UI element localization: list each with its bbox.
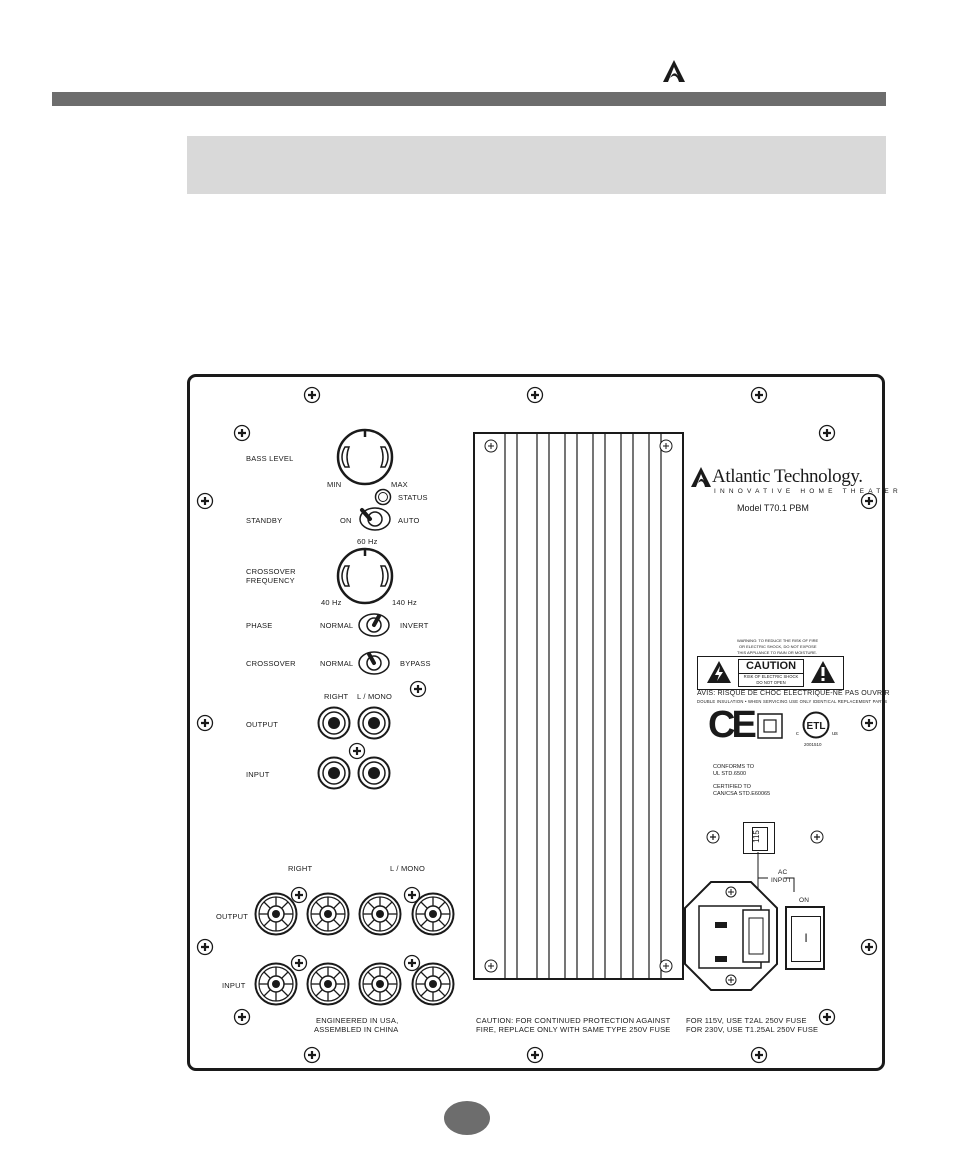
fuse-rating-2: FOR 230V, USE T1.25AL 250V FUSE	[686, 1025, 819, 1034]
screw-icon	[860, 714, 878, 732]
exclamation-warning-icon	[810, 660, 836, 684]
certified-line-1: CERTIFIED TO	[713, 784, 751, 790]
speaker-output-lmono-post-1[interactable]	[358, 892, 402, 936]
header-bar	[52, 92, 886, 106]
warning-line-1: WARNING: TO REDUCE THE RISK OF FIRE	[737, 638, 819, 643]
rca-output-lmono-jack[interactable]	[357, 706, 391, 740]
screw-icon	[196, 714, 214, 732]
atlantic-logo-icon	[690, 466, 712, 488]
brand-name: Atlantic Technology.	[712, 466, 863, 487]
double-insulation-text: DOUBLE INSULATION • WHEN SERVICING USE ONLY IDENTICAL REPLACEMENT PARTS	[697, 699, 888, 704]
screw-icon	[810, 830, 824, 844]
standby-label: STANDBY	[246, 516, 283, 525]
double-insulation-icon	[757, 713, 783, 739]
phase-label: PHASE	[246, 621, 273, 630]
standby-on-label: ON	[340, 516, 352, 525]
line-right-label: RIGHT	[324, 692, 349, 701]
on-label: ON	[799, 897, 810, 904]
voltage-selector-switch[interactable]	[743, 822, 775, 854]
screw-icon	[526, 1046, 544, 1064]
screw-icon	[303, 386, 321, 404]
screw-icon	[526, 386, 544, 404]
conforms-line-1: CONFORMS TO	[713, 764, 755, 770]
page-number-badge	[444, 1101, 490, 1135]
caution-sub-1: RISK OF ELECTRIC SHOCK	[743, 674, 799, 679]
fuse-caution-1: CAUTION: FOR CONTINUED PROTECTION AGAINST	[476, 1016, 671, 1025]
speaker-input-lmono-post-2[interactable]	[411, 962, 455, 1006]
fuse-caution-2: FIRE, REPLACE ONLY WITH SAME TYPE 250V FUSE	[476, 1025, 671, 1034]
bass-level-knob[interactable]	[335, 427, 395, 487]
crossover-label: CROSSOVER	[246, 659, 296, 668]
switch-mark: I	[804, 931, 808, 945]
ac-label-1: AC	[778, 869, 788, 876]
crossover-toggle-switch[interactable]	[357, 650, 391, 676]
speaker-right-label: RIGHT	[288, 864, 313, 873]
screw-icon	[409, 680, 427, 698]
screw-icon	[750, 386, 768, 404]
screw-icon	[196, 938, 214, 956]
caution-label	[697, 656, 844, 690]
freq-140-label: 140 Hz	[392, 598, 417, 607]
speaker-output-right-post-2[interactable]	[306, 892, 350, 936]
crossover-frequency-knob[interactable]	[335, 546, 395, 606]
rca-output-right-jack[interactable]	[317, 706, 351, 740]
speaker-input-right-post-2[interactable]	[306, 962, 350, 1006]
screw-icon	[818, 424, 836, 442]
speaker-input-lmono-post-1[interactable]	[358, 962, 402, 1006]
phase-invert-label: INVERT	[400, 621, 429, 630]
power-rocker-switch[interactable]	[785, 906, 825, 970]
model-label: Model T70.1 PBM	[737, 503, 809, 513]
certified-line-2: CAN/CSA STD.E60065	[713, 791, 771, 797]
screw-icon	[860, 938, 878, 956]
screw-icon	[233, 1008, 251, 1026]
rca-input-right-jack[interactable]	[317, 756, 351, 790]
avis-text: AVIS: RISQUE DE CHOC ELECTRIQUE-NE PAS OUVRIR	[697, 690, 890, 697]
phase-toggle-switch[interactable]	[357, 612, 391, 638]
svg-text:ETL: ETL	[806, 721, 826, 732]
freq-60-label: 60 Hz	[357, 537, 378, 546]
brand-logo-icon	[660, 58, 688, 84]
caution-inner	[738, 659, 804, 687]
heatsink	[473, 432, 684, 980]
voltage-value: 115	[751, 830, 761, 843]
conforms-line-2: UL STD.6500	[713, 771, 747, 777]
bass-level-label: BASS LEVEL	[246, 454, 294, 463]
freq-40-label: 40 Hz	[321, 598, 342, 607]
iec-power-inlet[interactable]	[683, 880, 779, 992]
engineered-label-2: ASSEMBLED IN CHINA	[314, 1025, 399, 1034]
crossover-frequency-label-1: CROSSOVER	[246, 567, 296, 576]
phase-normal-label: NORMAL	[320, 621, 354, 630]
line-output-label: OUTPUT	[246, 720, 279, 729]
caution-sub-2: DO NOT OPEN	[756, 680, 786, 685]
crossover-normal-label: NORMAL	[320, 659, 354, 668]
screw-icon	[750, 1046, 768, 1064]
warning-line-3: THIS APPLIANCE TO RAIN OR MOISTURE.	[737, 650, 818, 655]
screw-icon	[818, 1008, 836, 1026]
screw-icon	[303, 1046, 321, 1064]
screw-icon	[706, 830, 720, 844]
bass-min-label: MIN	[327, 480, 342, 489]
speaker-output-lmono-post-2[interactable]	[411, 892, 455, 936]
brand-tagline: INNOVATIVE HOME THEATER	[714, 488, 902, 495]
status-label: STATUS	[398, 493, 428, 502]
standby-auto-label: AUTO	[398, 516, 420, 525]
warning-line-2: OR ELECTRIC SHOCK, DO NOT EXPOSE	[739, 644, 817, 649]
line-input-label: INPUT	[246, 770, 270, 779]
speaker-input-label: INPUT	[222, 981, 246, 990]
etl-listed-icon	[802, 711, 830, 739]
crossover-bypass-label: BYPASS	[400, 659, 431, 668]
screw-icon	[233, 424, 251, 442]
bass-max-label: MAX	[391, 480, 408, 489]
engineered-label-1: ENGINEERED IN USA,	[316, 1016, 399, 1025]
speaker-output-right-post-1[interactable]	[254, 892, 298, 936]
ce-mark: CE	[708, 704, 753, 746]
etl-number: 2001510	[804, 742, 822, 747]
section-heading-band	[187, 136, 886, 194]
crossover-frequency-label-2: FREQUENCY	[246, 576, 295, 585]
screw-icon	[196, 492, 214, 510]
status-led-icon	[374, 488, 392, 506]
etl-us-label: us	[832, 731, 838, 737]
etl-c-label: c	[796, 731, 799, 737]
caution-word: CAUTION	[739, 660, 803, 674]
fuse-rating-1: FOR 115V, USE T2AL 250V FUSE	[686, 1016, 807, 1025]
line-lmono-label: L / MONO	[357, 692, 393, 701]
standby-toggle-switch[interactable]	[358, 506, 392, 532]
ac-label-2: INPUT	[771, 877, 792, 884]
rca-input-lmono-jack[interactable]	[357, 756, 391, 790]
speaker-input-right-post-1[interactable]	[254, 962, 298, 1006]
speaker-lmono-label: L / MONO	[390, 864, 426, 873]
speaker-output-label: OUTPUT	[216, 912, 249, 921]
shock-warning-icon	[706, 660, 732, 684]
